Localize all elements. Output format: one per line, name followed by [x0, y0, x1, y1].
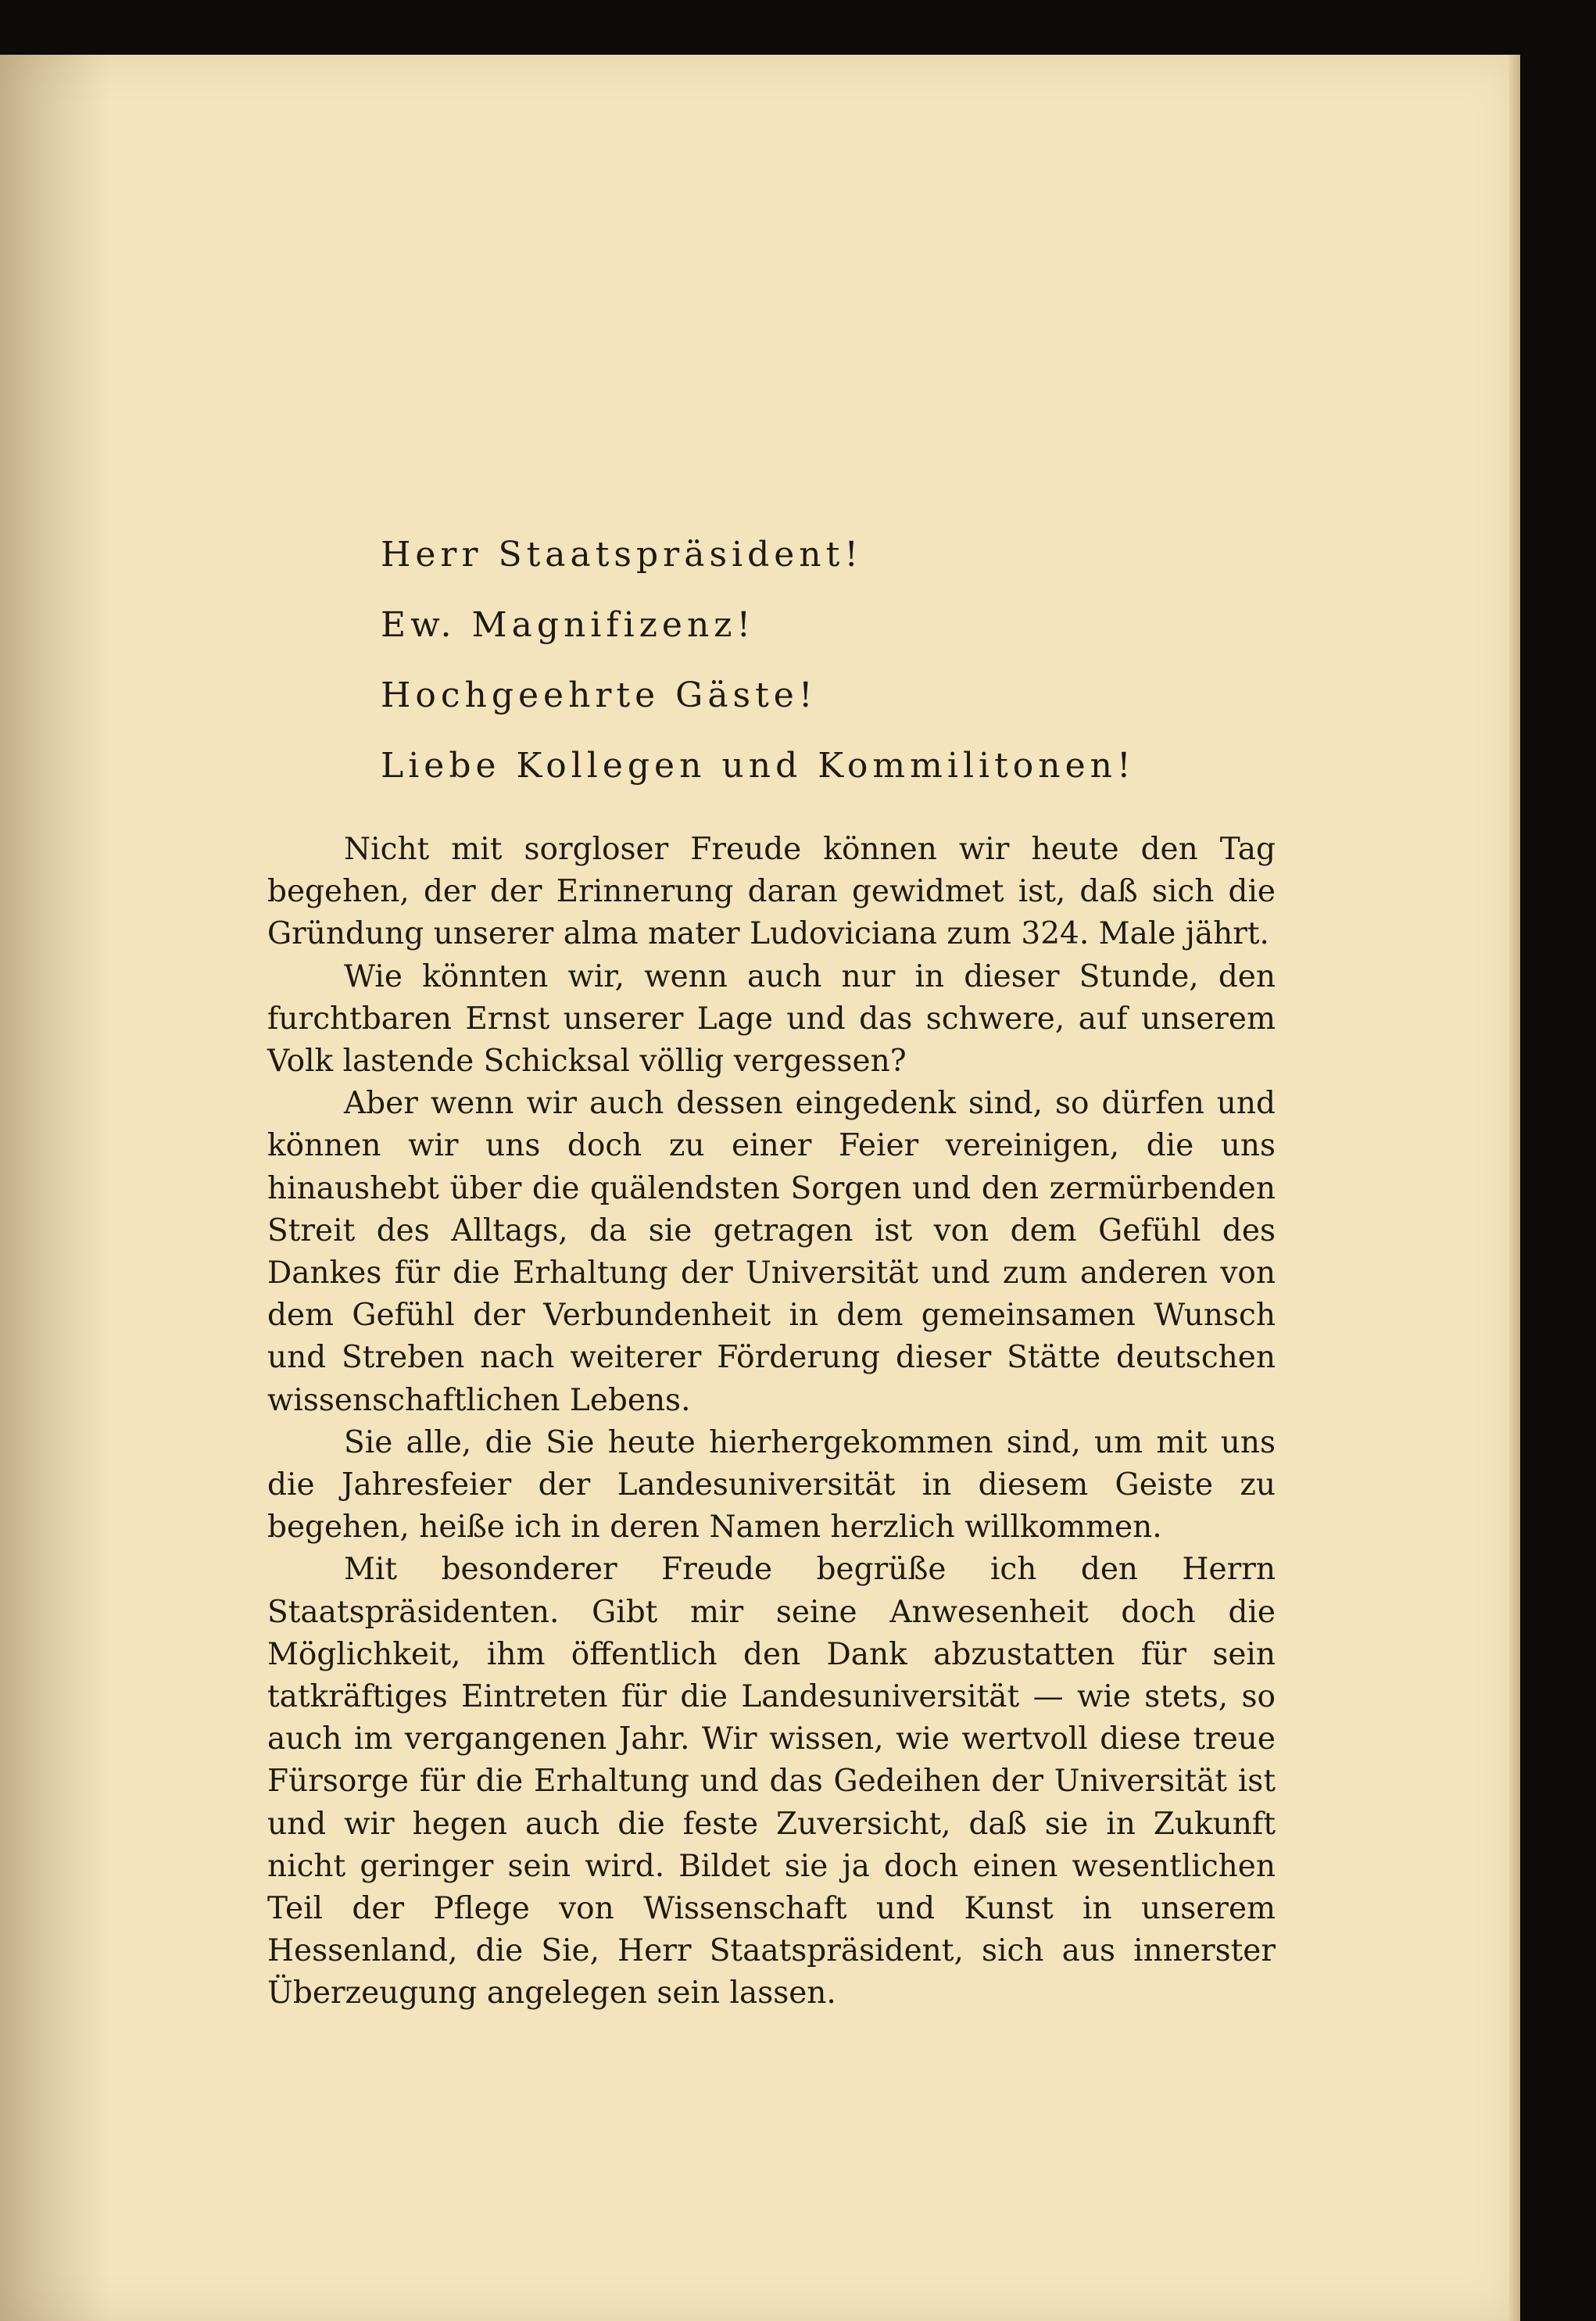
document-page	[0, 55, 1520, 2321]
speech-body	[267, 829, 1276, 2015]
binding-shadow	[0, 55, 109, 2321]
salutation-line: Herr Staatspräsident!	[381, 535, 864, 575]
salutation-block	[381, 520, 1136, 801]
paragraph: Wie könnten wir, wenn auch nur in dieser Stunde, den furchtbaren Ernst unserer Lage und das schwere, auf unserem Volk lastende Schicksal völlig vergessen?	[267, 958, 1276, 1080]
page-edge	[1509, 55, 1520, 2321]
paragraph: Aber wenn wir auch dessen eingedenk sind, so dürfen und können wir uns doch zu einer Feier vereinigen, die uns hinaushebt über die quälendsten Sorgen und den zermürbenden Streit des Alltags, da sie getragen ist von dem Gefühl des Dankes für die Erhaltung der Universität und zum anderen von dem Gefühl der Verbundenheit in dem gemeinsamen Wunsch und Streben nach weiterer Förderung dieser Stätte deutschen wissenschaftlichen Lebens.	[267, 1086, 1276, 1418]
salutation-line: Liebe Kollegen und Kommilitonen!	[381, 746, 1136, 786]
paragraph: Nicht mit sorgloser Freude können wir heute den Tag begehen, der der Erinnerung daran gewidmet ist, daß sich die Gründung unserer alma mater Ludoviciana zum 324. Male jährt.	[267, 832, 1276, 952]
paragraph: Mit besonderer Freude begrüße ich den Herrn Staatspräsidenten. Gibt mir seine Anwesenheit doch die Möglichkeit, ihm öffentlich den Dank abzustatten für sein tatkräftiges Eintreten für die Landesuniversität — wie stets, so auch im vergangenen Jahr. Wir wissen, wie wertvoll diese treue Fürsorge für die Erhaltung und das Gedeihen der Universität ist und wir hegen auch die feste Zuversicht, daß sie in Zukunft nicht geringer sein wird. Bildet sie ja doch einen wesentlichen Teil der Pflege von Wissenschaft und Kunst in unserem Hessenland, die Sie, Herr Staatspräsident, sich aus innerster Überzeugung angelegen sein lassen.	[267, 1552, 1276, 2011]
paragraph: Sie alle, die Sie heute hierhergekommen sind, um mit uns die Jahresfeier der Landesuniversität in diesem Geiste zu begehen, heiße ich in deren Namen herzlich willkommen.	[267, 1424, 1276, 1546]
salutation-line: Ew. Magnifizenz!	[381, 605, 756, 645]
salutation-line: Hochgeehrte Gäste!	[381, 675, 818, 715]
